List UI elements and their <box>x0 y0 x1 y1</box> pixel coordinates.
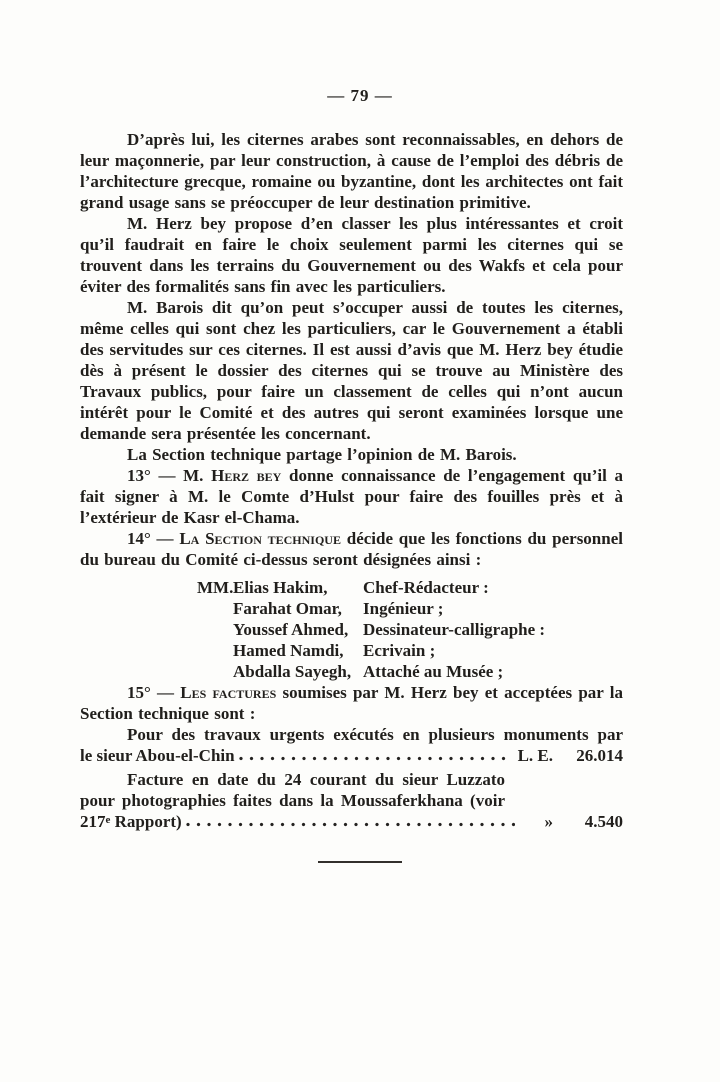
item-13-prefix: 13° — M. <box>127 466 212 485</box>
invoice-amount: 26.014 <box>576 746 623 765</box>
item-14-text: décide que les fonctions du personnel du bureau du Comité ci-dessus seront désignées ainsi : <box>80 529 623 569</box>
personnel-role: Ingénieur ; <box>363 599 444 618</box>
dotted-leader <box>239 756 512 761</box>
invoice-line: Pour des travaux urgents exécutés en plusieurs monuments par <box>127 725 623 744</box>
invoice-text: le sieur Abou-el-Chin <box>80 746 235 765</box>
item-13-smallcaps-name: Herz bey <box>211 466 282 485</box>
ditto-mark: » <box>544 812 553 831</box>
personnel-row <box>80 577 623 598</box>
invoice-amount-line <box>80 811 623 832</box>
paragraph-citernes-arabes: D’après lui, les citernes arabes sont reconnaissables, en dehors de leur maçonnerie, par leur construction, à cause de l’emploi des débris de l’architecture grecque, romaine ou byzantine, dont les architectes ont fait grand usage sans se préoccuper de leur destination primitive. <box>80 130 623 212</box>
dotted-leader <box>186 822 515 827</box>
item-13 <box>80 465 623 528</box>
personnel-row <box>80 661 623 682</box>
personnel-row <box>80 640 623 661</box>
item-15-prefix: 15° — <box>127 683 181 702</box>
personnel-role: Chef-Rédacteur : <box>363 578 489 597</box>
paragraph-section-opinion: La Section technique partage l’opinion de M. Barois. <box>127 445 517 464</box>
personnel-name: Hamed Namdi, <box>233 641 344 660</box>
personnel-name: Farahat Omar, <box>233 599 342 618</box>
ordinal-superscript: e <box>105 814 111 826</box>
paragraph-barois: M. Barois dit qu’on peut s’occuper aussi de toutes les citernes, même celles qui sont chez les particuliers, car le Gouvernement a établi des servitudes sur ces citernes. Il est aussi d’avis que M. Herz bey étudie dès à présent le dossier des citernes qui se trouve au Ministère des Travaux publics, pour faire un classement de celles qui n’ont aucun intérêt pour le Comité et des autres qui seront examinées lorsque une demande sera présentée les concernant. <box>80 298 623 443</box>
item-13-text: donne connaissance de l’engagement qu’il a fait signer à M. le Comte d’Hulst pour faire des fouilles près et à l’extérieur de Kasr el-Chama. <box>80 466 624 527</box>
item-15-text: soumises par M. Herz bey et acceptées par la Section technique sont : <box>80 683 623 723</box>
personnel-name: Abdalla Sayegh, <box>233 662 352 681</box>
invoice-text: 217e Rapport) <box>80 812 182 831</box>
invoice-amount-line <box>80 745 623 766</box>
personnel-row <box>80 619 623 640</box>
item-15-smallcaps-name: Les factures <box>180 683 277 702</box>
text-block <box>80 129 623 832</box>
personnel-label: MM. <box>197 578 234 597</box>
page-number: — 79 — <box>327 86 393 105</box>
item-14 <box>80 528 623 570</box>
invoice-entry-luzzato <box>80 769 623 832</box>
personnel-row <box>80 598 623 619</box>
personnel-role: Dessinateur-calligraphe : <box>363 620 546 639</box>
invoice-amount: 4.540 <box>584 812 623 831</box>
personnel-role: Attaché au Musée ; <box>363 662 504 681</box>
item-14-smallcaps-name: La Section technique <box>179 529 341 548</box>
personnel-name: Elias Hakim, <box>233 578 328 597</box>
personnel-name: Youssef Ahmed, <box>233 620 349 639</box>
invoice-line: Facture en date du 24 courant du sieur Luzzato <box>127 770 505 789</box>
section-divider <box>318 861 402 863</box>
currency-label: L. E. <box>517 746 553 765</box>
invoice-line: pour photographies faites dans la Moussaferkhana (voir <box>80 791 505 810</box>
personnel-list <box>80 577 623 682</box>
item-15 <box>80 682 623 724</box>
personnel-role: Ecrivain ; <box>363 641 436 660</box>
invoice-entry-abou-el-chin <box>80 724 623 766</box>
item-14-prefix: 14° — <box>127 529 180 548</box>
paragraph-herz-propose: M. Herz bey propose d’en classer les plus intéressantes et croit qu’il faudrait en faire le choix seulement parmi les citernes qui se trouvent dans les terrains du Gouvernement ou des Wakfs et cela pour éviter des formalités sans fin avec les particuliers. <box>80 214 623 296</box>
